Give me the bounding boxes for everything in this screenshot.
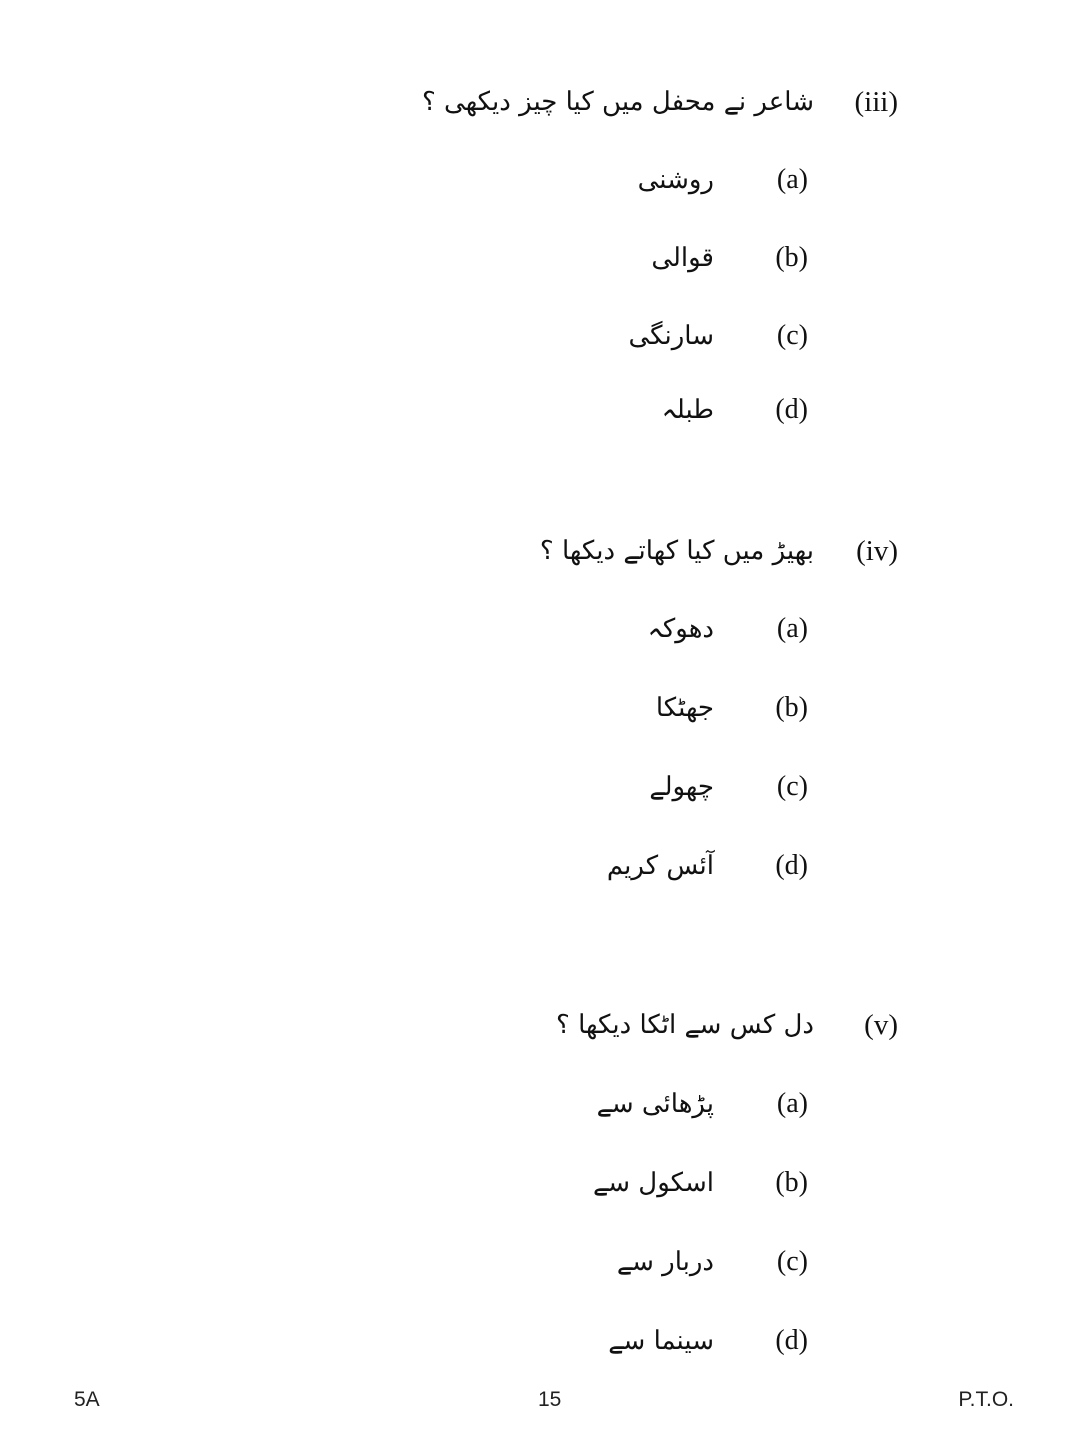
- option-text: آئس کریم: [606, 851, 714, 881]
- option-label: (b): [775, 1167, 808, 1198]
- option-iv-b: [656, 686, 808, 730]
- option-text: سینما سے: [608, 1326, 714, 1356]
- question-text: بھیڑ میں کیا کھاتے دیکھا ؟: [539, 536, 814, 566]
- option-iv-a: [648, 607, 808, 651]
- question-v: [556, 1003, 898, 1047]
- page-number: 15: [538, 1388, 562, 1411]
- option-text: چھولے: [649, 772, 714, 802]
- option-label: (d): [775, 850, 808, 881]
- question-iii: [422, 80, 898, 124]
- option-iii-d: [662, 388, 808, 432]
- option-label: (a): [776, 1088, 808, 1119]
- option-text: دھوکہ: [647, 614, 714, 644]
- option-label: (a): [776, 613, 808, 644]
- option-label: (d): [775, 394, 808, 425]
- option-text: دربار سے: [616, 1247, 714, 1277]
- option-iii-b: [651, 236, 808, 280]
- option-label: (c): [776, 1246, 808, 1277]
- question-text: دل کس سے اٹکا دیکھا ؟: [556, 1010, 814, 1040]
- option-text: جھٹکا: [655, 693, 714, 723]
- option-text: روشنی: [637, 165, 714, 195]
- question-number: (iv): [856, 534, 898, 567]
- option-text: پڑھائی سے: [596, 1089, 714, 1119]
- option-text: اسکول سے: [593, 1168, 714, 1198]
- option-text: سارنگی: [628, 321, 714, 351]
- option-label: (b): [775, 242, 808, 273]
- option-label: (c): [776, 771, 808, 802]
- question-iv: [540, 529, 898, 573]
- option-iii-c: [628, 314, 808, 358]
- question-text: شاعر نے محفل میں کیا چیز دیکھی ؟: [421, 87, 814, 117]
- option-label: (c): [776, 320, 808, 351]
- question-number: (iii): [854, 85, 898, 118]
- option-label: (d): [775, 1325, 808, 1356]
- option-text: قوالی: [651, 243, 714, 273]
- please-turn-over: P.T.O.: [958, 1388, 1014, 1411]
- option-text: طبلہ: [661, 395, 714, 425]
- paper-code: 5A: [74, 1388, 100, 1411]
- option-v-c: [617, 1240, 808, 1284]
- option-iv-d: [607, 844, 808, 888]
- option-v-a: [597, 1082, 808, 1126]
- option-v-d: [608, 1319, 808, 1363]
- option-v-b: [593, 1161, 808, 1205]
- option-label: (b): [775, 692, 808, 723]
- option-label: (a): [776, 164, 808, 195]
- option-iv-c: [649, 765, 808, 809]
- option-iii-a: [638, 158, 808, 202]
- question-number: (v): [864, 1008, 898, 1041]
